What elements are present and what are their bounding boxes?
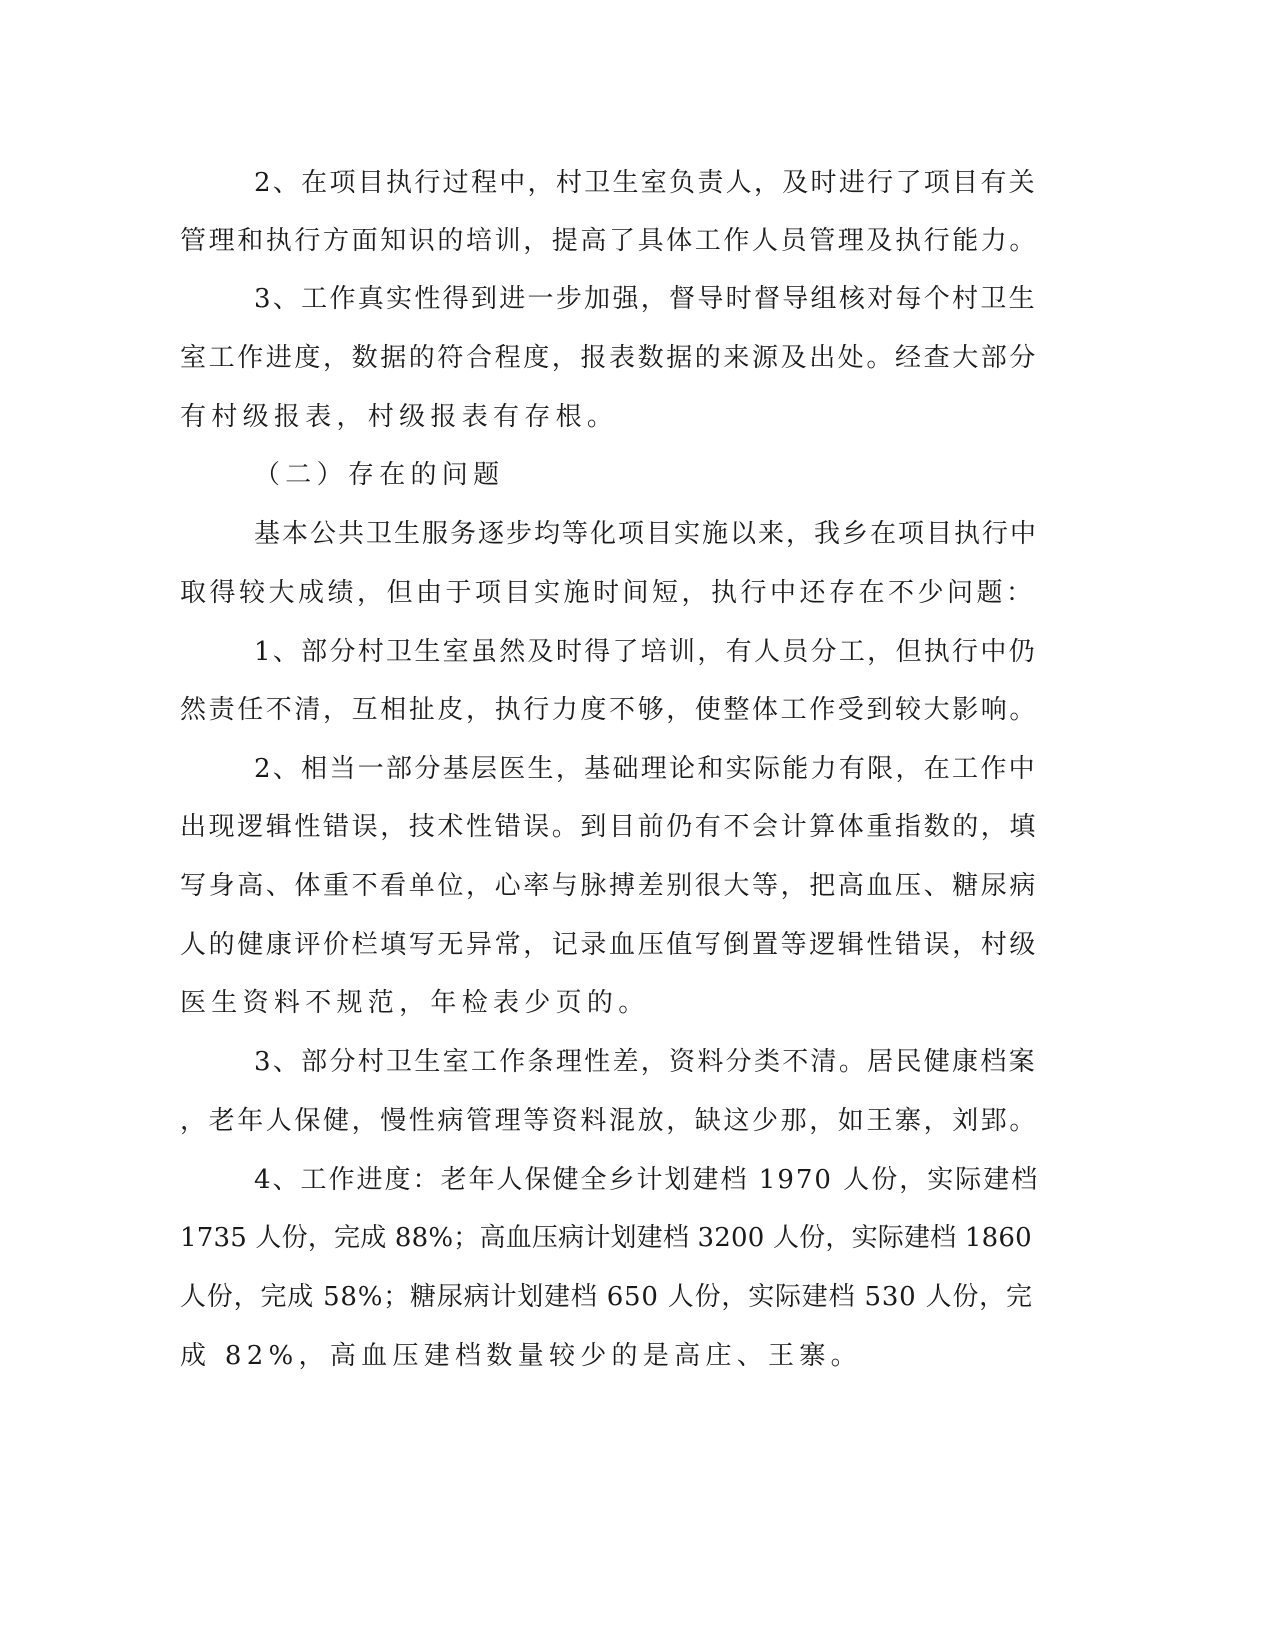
text-line: 3、部分村卫生室工作条理性差，资料分类不清。居民健康档案 [254, 1047, 1037, 1077]
text-line: 室工作进度，数据的符合程度，报表数据的来源及出处。经查大部分 [180, 343, 1039, 373]
text-line: ，老年人保健，慢性病管理等资料混放，缺这少那，如王寨，刘郢。 [180, 1106, 1039, 1136]
text-line: 4、工作进度：老年人保健全乡计划建档 1970 人份，实际建档 [254, 1165, 1040, 1195]
text-line: 有村级报表，村级报表有存根。 [180, 402, 619, 432]
text-line: 1735 人份，完成 88%；高血压病计划建档 3200 人份，实际建档 1860 [180, 1223, 1032, 1253]
text-line: 写身高、体重不看单位，心率与脉搏差别很大等，把高血压、糖尿病 [180, 871, 1039, 901]
text-line: 人的健康评价栏填写无异常，记录血压值写倒置等逻辑性错误，村级 [180, 930, 1039, 960]
text-line: 取得较大成绩，但由于项目实施时间短，执行中还存在不少问题： [180, 578, 1036, 608]
section-heading: （二）存在的问题 [254, 460, 505, 490]
text-line: 1、部分村卫生室虽然及时得了培训，有人员分工，但执行中仍 [254, 637, 1037, 667]
text-line: 成 82%，高血压建档数量较少的是高庄、王寨。 [180, 1341, 862, 1371]
text-line: 管理和执行方面知识的培训，提高了具体工作人员管理及执行能力。 [180, 226, 1039, 256]
text-line: 2、相当一部分基层医生，基础理论和实际能力有限，在工作中 [254, 754, 1037, 784]
text-line: 基本公共卫生服务逐步均等化项目实施以来，我乡在项目执行中 [254, 519, 1039, 549]
text-line: 然责任不清，互相扯皮，执行力度不够，使整体工作受到较大影响。 [180, 695, 1039, 725]
text-line: 人份，完成 58%；糖尿病计划建档 650 人份，实际建档 530 人份，完 [180, 1282, 1033, 1312]
text-line: 3、工作真实性得到进一步加强，督导时督导组核对每个村卫生 [254, 284, 1037, 314]
text-line: 出现逻辑性错误，技术性错误。到目前仍有不会计算体重指数的，填 [180, 812, 1039, 842]
text-line: 2、在项目执行过程中，村卫生室负责人，及时进行了项目有关 [254, 168, 1037, 198]
text-line: 医生资料不规范，年检表少页的。 [180, 988, 650, 1018]
